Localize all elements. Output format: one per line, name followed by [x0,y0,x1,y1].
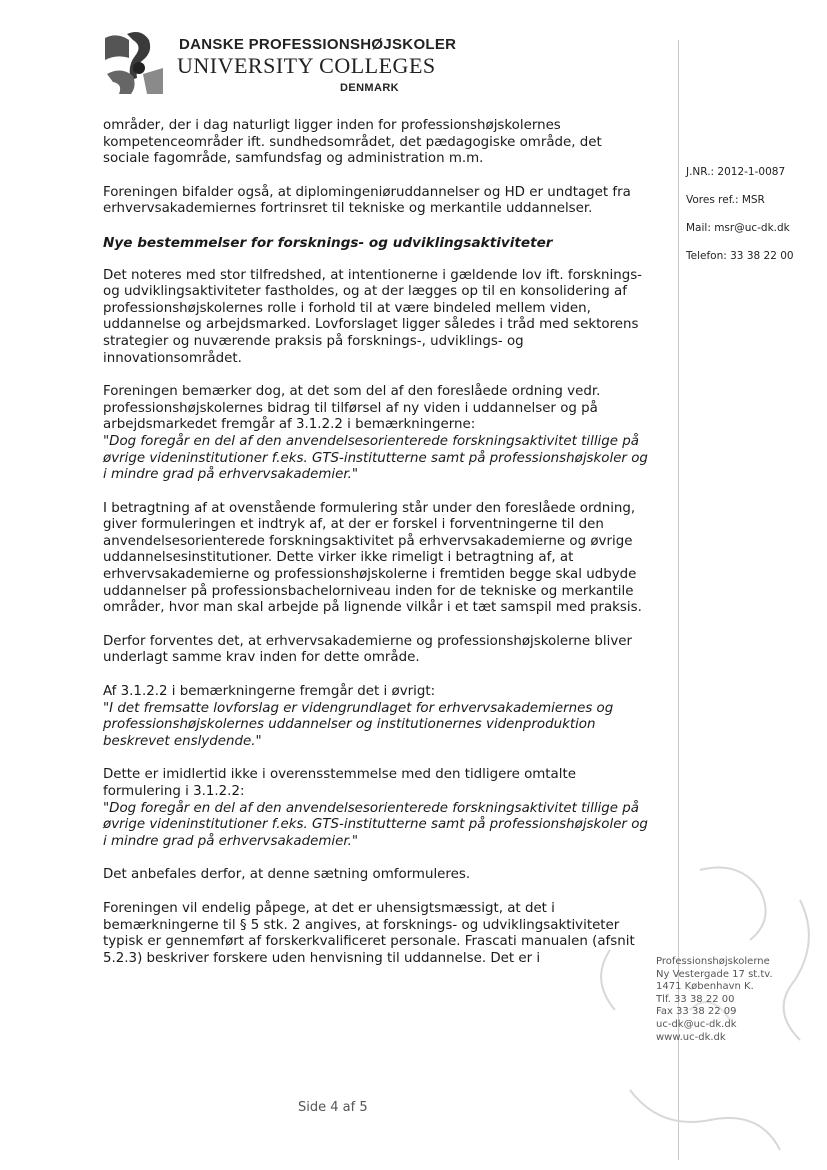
address-city: 1471 København K. [656,981,754,993]
address-website: www.uc-dk.dk [656,1031,726,1043]
paragraph-text: Af 3.1.2.2 i bemærkningerne fremgår det i øvrigt: [103,684,436,700]
paragraph: Derfor forventes det, at erhvervsakademierne og professionshøjskolerne bliver underlagt samme krav inden for dette område. [103,633,633,666]
paragraph: Det anbefales derfor, at denne sætning omformuleres. [103,867,471,883]
paragraph: områder, der i dag naturligt ligger inden for professionshøjskolernes kompetenceområder ift. sundhedsområdet, det pædagogiske område, det sociale fagområde, samfundsfag og administration m.m. [103,118,602,167]
section-heading: Nye bestemmelser for forsknings- og udviklingsaktiviteter [103,234,553,251]
address-phone: Tlf. 33 38 22 00 [656,993,735,1005]
letter-body [103,118,648,984]
address-email: uc-dk@uc-dk.dk [656,1018,737,1030]
paragraph: Det noteres med stor tilfredshed, at intentionerne i gældende lov ift. forsknings- og udviklingsaktiviteter fastholdes, og at der lægges op til en konsolidering af professionshøjskolernes rolle i forhold til at være bindeled mellem viden, uddannelse og arbejdsmarked. Lovforslaget ligger således i tråd med sektorens strategier og nuværende praksis på forsknings-, udviklings- og innovationsområdet. [103,267,642,366]
organization-logo [103,30,457,105]
quote: "Dog foregår en del af den anvendelsesorienterede forskningsaktivitet tillige på øvrige videninstitutioner f.eks. GTS-institutterne samt på professionshøjskoler og i mindre grad på erhvervsakademier." [103,433,648,483]
address-block [656,956,773,1044]
paragraph-with-quote [103,767,648,850]
quote: "I det fremsatte lovforslag er videngrundlaget for erhvervsakademiernes og professionshøjskolernes uddannelser og institutionernes videnproduktion beskrevet enslydende." [103,700,614,749]
phone-number: Telefon: 33 38 22 00 [686,250,794,262]
address-street: Ny Vestergade 17 st.tv. [656,968,773,980]
figure-logo-icon [103,30,165,96]
paragraph-text: Dette er imidlertid ikke i overensstemmelse med den tidligere omtalte formulering i 3.1.2.2: [103,767,576,799]
journal-number: J.NR.: 2012-1-0087 [686,166,786,178]
logo-title-line2: UNIVERSITY COLLEGES [177,53,436,78]
quote: "Dog foregår en del af den anvendelsesorienterede forskningsaktivitet tillige på øvrige videninstitutioner f.eks. GTS-institutterne samt på professionshøjskoler og i mindre grad på erhvervsakademier." [103,800,648,849]
paragraph-with-quote [103,384,648,484]
address-fax: Fax 33 38 22 09 [656,1006,737,1018]
logo-title-line3: DENMARK [340,82,400,94]
page-number: Side 4 af 5 [298,1100,368,1115]
logo-title-line1: DANSKE PROFESSIONSHØJSKOLER [179,36,457,53]
address-name: Professionshøjskolerne [656,956,770,967]
reference: Vores ref.: MSR [686,194,765,206]
paragraph: I betragtning af at ovenstående formulering står under den foreslåede ordning, giver formuleringen et indtryk af, at der er forskel i forventningerne til den anvendelsesorienterede forskningsaktivitet på erhvervsakademierne og øvrige uddannelsesinstitutioner. Dette virker ikke rimeligt i betragtning af, at erhvervsakademierne og professionshøjskolerne i fremtiden begge skal udbyde uddannelser på professionsbachelorniveau inden for de tekniske og merkantile områder, hvor man skal arbejde på lignende vilkår i et tæt samspil med praksis. [103,500,642,616]
paragraph: Foreningen bifalder også, at diplomingeniøruddannelser og HD er undtaget fra erhvervsakademiernes fortrinsret til tekniske og merkantile uddannelser. [103,184,631,217]
mail-address: Mail: msr@uc-dk.dk [686,222,790,234]
paragraph: Foreningen vil endelig påpege, at det er uhensigtsmæssigt, at det i bemærkningerne til § 5 stk. 2 angives, at forsknings- og udviklingsaktiviteter typisk er gennemført af forskerkvalificeret personale. Frascati manualen (afsnit 5.2.3) beskriver forskere uden henvisning til uddannelse. Det er i [103,900,635,966]
paragraph-with-quote [103,684,648,750]
paragraph-text: Foreningen bemærker dog, at det som del af den foreslåede ordning vedr. professionshøjskolernes bidrag til tilførsel af ny viden i uddannelser og på arbejdsmarkedet fremgår af 3.1.2.2 i bemærkningerne: [103,384,601,433]
